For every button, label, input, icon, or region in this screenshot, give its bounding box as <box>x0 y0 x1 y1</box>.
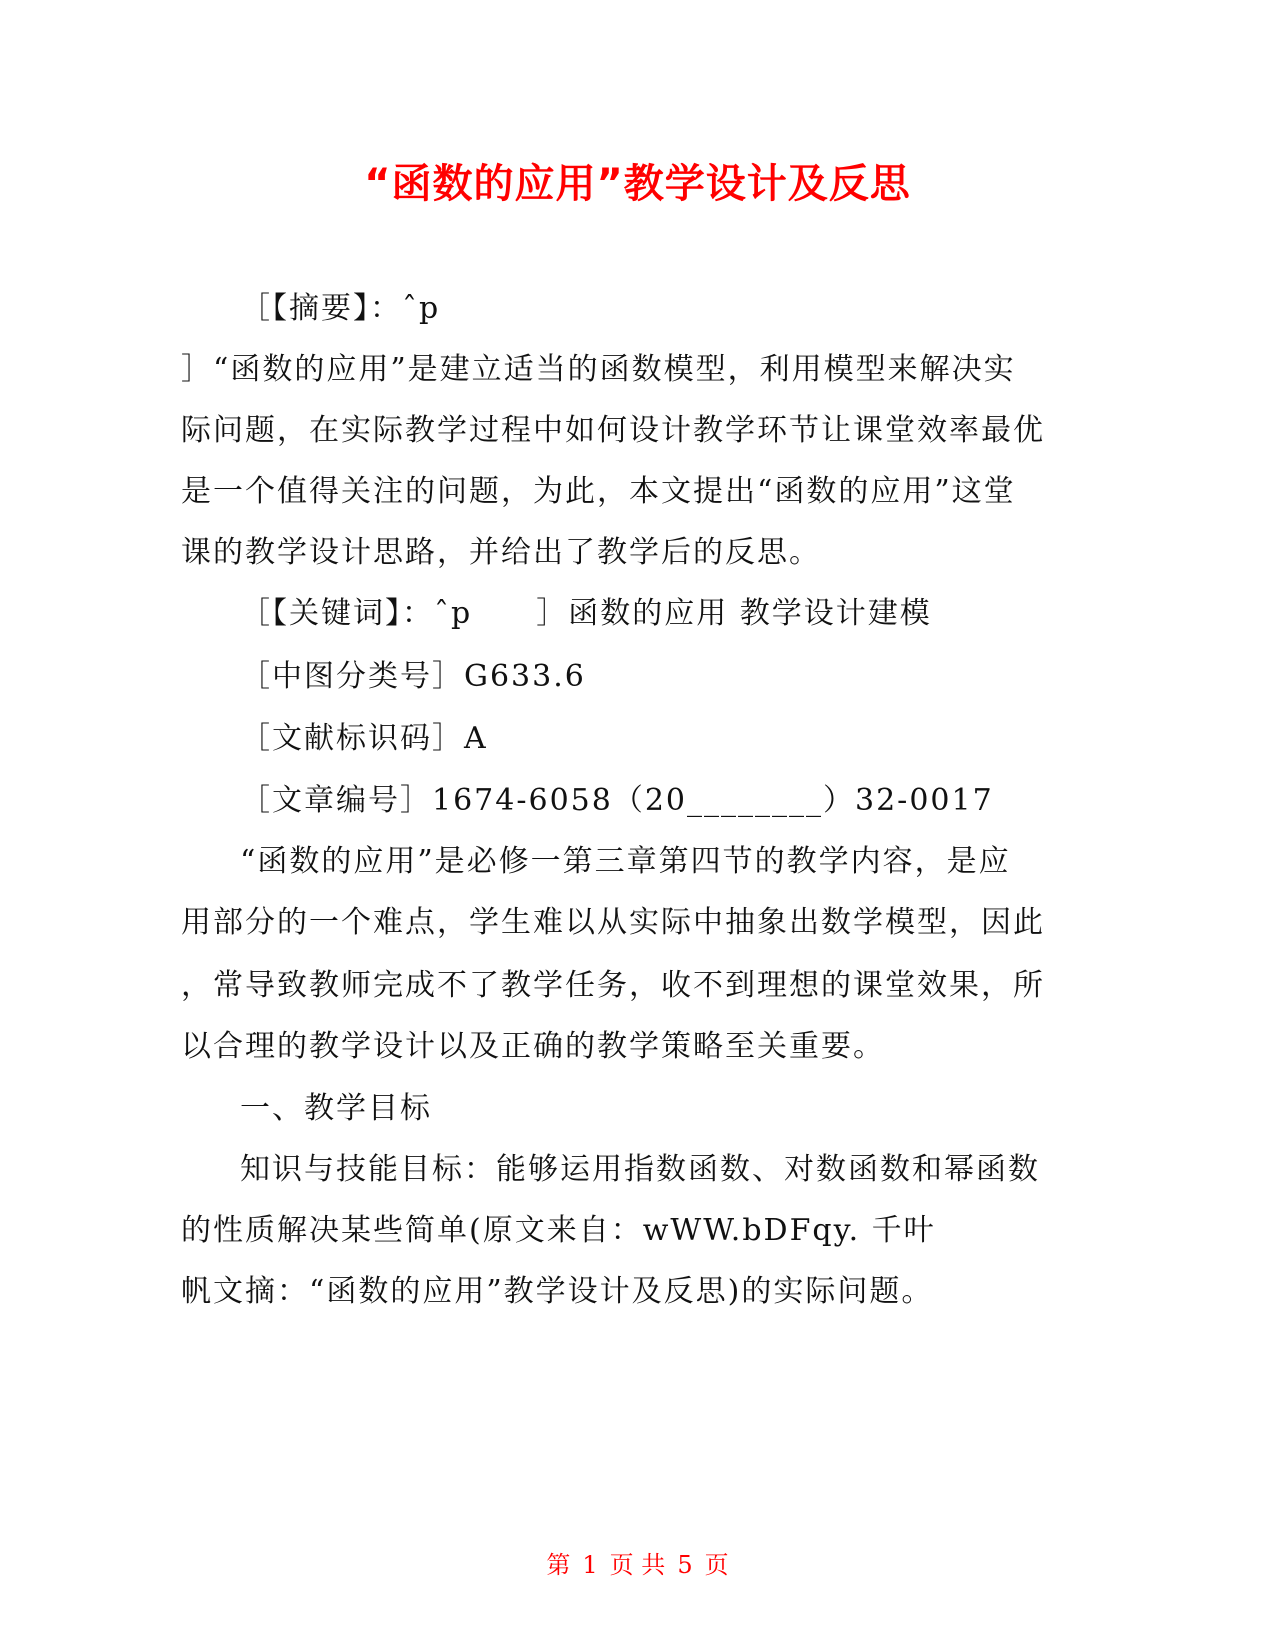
abstract-line: 际问题，在实际教学过程中如何设计教学环节让课堂效率最优 <box>181 413 1045 448</box>
footer-suffix: 页 <box>704 1551 729 1579</box>
goal-line: 的性质解决某些简单(原文来自：wWW.bDFqy. 千叶 <box>181 1213 936 1248</box>
intro-line: 用部分的一个难点，学生难以从实际中抽象出数学模型，因此 <box>181 905 1045 940</box>
goal-line: 知识与技能目标：能够运用指数函数、对数函数和幂函数 <box>240 1152 1040 1187</box>
abstract-line: 是一个值得关注的问题，为此，本文提出“函数的应用”这堂 <box>181 474 1016 509</box>
section-heading: 一、教学目标 <box>240 1091 432 1126</box>
doc-code-line: ［文献标识码］A <box>240 721 488 756</box>
footer-total-pages: 5 <box>677 1551 693 1579</box>
footer-middle: 页 共 <box>609 1551 666 1579</box>
keywords-line: ［【关键词】：ˆp ］函数的应用 教学设计建模 <box>240 596 932 631</box>
intro-line: 以合理的教学设计以及正确的教学策略至关重要。 <box>181 1029 885 1064</box>
abstract-line: ］“函数的应用”是建立适当的函数模型，利用模型来解决实 <box>181 352 1016 387</box>
document-title: “函数的应用”教学设计及反思 <box>364 161 911 207</box>
page-footer <box>0 1550 1275 1580</box>
intro-line: ，常导致教师完成不了教学任务，收不到理想的课堂效果，所 <box>181 968 1045 1003</box>
footer-prefix: 第 <box>546 1551 571 1579</box>
article-number-line: ［文章编号］1674-6058（20________）32-0017 <box>240 783 994 818</box>
abstract-line: 课的教学设计思路，并给出了教学后的反思。 <box>181 535 821 570</box>
goal-line: 帆文摘：“函数的应用”教学设计及反思)的实际问题。 <box>181 1274 934 1309</box>
intro-line: “函数的应用”是必修一第三章第四节的教学内容，是应 <box>240 844 1011 879</box>
clc-number-line: ［中图分类号］G633.6 <box>240 659 586 694</box>
abstract-label: ［【摘要】：ˆp <box>240 291 441 326</box>
footer-page-number: 1 <box>582 1551 598 1579</box>
